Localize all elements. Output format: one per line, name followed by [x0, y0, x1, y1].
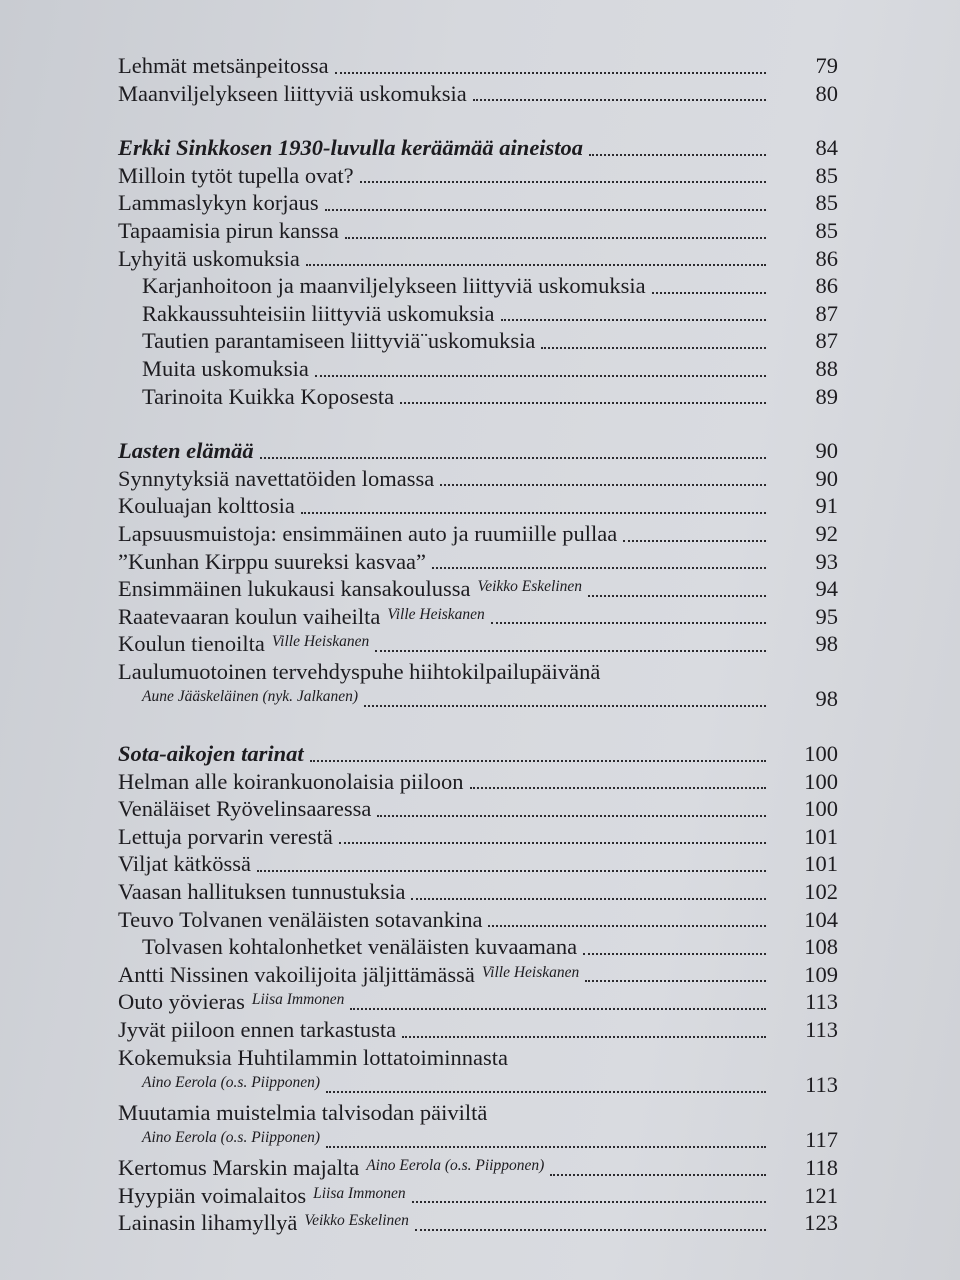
toc-entry-title: Tolvasen kohtalonhetket venäläisten kuvaamana	[142, 934, 578, 960]
toc-page-number: 86	[815, 273, 838, 299]
toc-entry	[118, 961, 838, 989]
toc-section	[118, 437, 838, 713]
toc-entry	[118, 162, 838, 190]
dot-leader	[585, 979, 766, 982]
toc-entry	[118, 383, 838, 411]
toc-section-heading	[118, 437, 838, 465]
toc-entry	[118, 1126, 838, 1154]
dot-leader	[402, 1035, 766, 1038]
toc-entry-author: Veikko Eskelinen	[477, 578, 583, 596]
dot-leader	[315, 374, 766, 377]
toc-entry-title: Muita uskomuksia	[142, 355, 309, 381]
dot-leader	[588, 594, 766, 597]
toc-entry-author: Ville Heiskanen	[271, 633, 370, 651]
toc-entry-title: Viljat kätkössä	[118, 851, 252, 877]
toc-entry	[118, 630, 838, 658]
toc-entry-title: Koulun tienoilta	[118, 631, 265, 657]
dot-leader	[583, 952, 766, 955]
dot-leader	[432, 566, 766, 569]
dot-leader	[310, 759, 766, 762]
toc-page-number: 108	[804, 934, 838, 960]
toc-entry-title: Lapsuusmuistoja: ensimmäinen auto ja ruumiille pullaa	[118, 520, 618, 546]
toc-page-number: 100	[804, 796, 838, 822]
toc-page-number: 98	[815, 686, 838, 712]
toc-page-number: 98	[815, 631, 838, 657]
toc-entry	[118, 1071, 838, 1099]
toc-entry	[118, 878, 838, 906]
toc-entry	[118, 1182, 838, 1210]
toc-page-number: 94	[815, 576, 838, 602]
toc-entry	[118, 1154, 838, 1182]
toc-entry	[118, 548, 838, 576]
toc-page-number: 95	[815, 603, 838, 629]
toc-page-number: 101	[804, 823, 838, 849]
toc-page-number: 100	[804, 768, 838, 794]
dot-leader	[488, 924, 766, 927]
toc-entry-author: Aune Jääskeläinen (nyk. Jalkanen)	[142, 688, 359, 706]
toc-page-number: 86	[815, 245, 838, 271]
toc-entry	[118, 52, 838, 80]
dot-leader	[623, 539, 766, 542]
toc-section	[118, 134, 838, 410]
dot-leader	[345, 236, 766, 239]
toc-entry	[118, 492, 838, 520]
toc-entry	[118, 355, 838, 383]
toc-entry-title: Milloin tytöt tupella ovat?	[118, 162, 354, 188]
toc-page-number: 123	[804, 1210, 838, 1236]
toc-entry	[118, 520, 838, 548]
dot-leader	[377, 814, 766, 817]
toc-entry-author: Liisa Immonen	[251, 991, 345, 1009]
toc-section	[118, 52, 838, 107]
toc-page-number: 87	[815, 328, 838, 354]
section-heading-title: Lasten elämää	[118, 438, 254, 464]
toc-entry-title: Ensimmäinen lukukausi kansakoulussa	[118, 576, 471, 602]
toc-entry-title: Lammaslykyn korjaus	[118, 190, 319, 216]
toc-page-number: 91	[815, 493, 838, 519]
toc-entry-title: Teuvo Tolvanen venäläisten sotavankina	[118, 906, 483, 932]
dot-leader	[412, 1200, 766, 1203]
toc-page-number: 118	[805, 1154, 838, 1180]
toc-entry-title: Tarinoita Kuikka Koposesta	[142, 383, 395, 409]
toc-section	[118, 740, 838, 1237]
toc-page-number: 100	[804, 741, 838, 767]
toc-entry-title: Raatevaaran koulun vaiheilta	[118, 603, 381, 629]
toc-page-number: 84	[815, 135, 838, 161]
toc-entry-title: Jyvät piiloon ennen tarkastusta	[118, 1017, 397, 1042]
toc-entry	[118, 575, 838, 603]
toc-entry-title: Outo yövieras	[118, 989, 245, 1015]
dot-leader	[350, 1007, 766, 1010]
toc-entry	[118, 1016, 838, 1044]
toc-entry-title: ”Kunhan Kirppu suureksi kasvaa”	[118, 548, 427, 574]
toc-page-number: 109	[804, 961, 838, 987]
toc-entry	[118, 245, 838, 273]
dot-leader	[400, 401, 766, 404]
toc-page-number: 85	[815, 162, 838, 188]
toc-entry	[118, 327, 838, 355]
toc-entry	[118, 465, 838, 493]
toc-entry-title: Tautien parantamiseen liittyviä¨uskomuksia	[142, 328, 536, 354]
dot-leader	[470, 786, 766, 789]
section-heading-title: Sota-aikojen tarinat	[118, 741, 304, 767]
toc-page-number: 113	[805, 1072, 838, 1098]
toc-page-number: 101	[804, 851, 838, 877]
toc-entry	[118, 80, 838, 108]
dot-leader	[411, 897, 766, 900]
toc-page-number: 102	[804, 879, 838, 905]
dot-leader	[491, 621, 766, 624]
toc-page-number: 117	[805, 1127, 838, 1153]
toc-entry	[118, 272, 838, 300]
toc-page-number: 90	[815, 465, 838, 491]
toc-entry-author: Ville Heiskanen	[481, 963, 580, 981]
toc-entry-title: Helman alle koirankuonolaisia piiloon	[118, 768, 464, 794]
toc-section-heading	[118, 134, 838, 162]
table-of-contents	[118, 52, 838, 1264]
toc-entry-title: Laulumuotoinen tervehdyspuhe hiihtokilpailupäivänä	[118, 658, 601, 684]
dot-leader	[550, 1173, 766, 1176]
toc-entry	[118, 217, 838, 245]
toc-entry-title: Kertomus Marskin majalta	[118, 1154, 360, 1180]
dot-leader	[364, 704, 766, 707]
dot-leader	[326, 1090, 766, 1093]
dot-leader	[375, 649, 766, 652]
toc-page-number: 90	[815, 438, 838, 464]
toc-entry-author: Aino Eerola (o.s. Piipponen)	[142, 1074, 321, 1092]
toc-entry	[118, 988, 838, 1016]
toc-entry	[118, 795, 838, 823]
toc-entry-title: Maanviljelykseen liittyviä uskomuksia	[118, 80, 467, 106]
dot-leader	[440, 483, 766, 486]
toc-page-number: 79	[815, 53, 838, 78]
toc-page-number: 113	[805, 1017, 838, 1042]
toc-entry-title: Antti Nissinen vakoilijoita jäljittämässä	[118, 961, 475, 987]
dot-leader	[325, 208, 766, 211]
toc-entry-title: Lyhyitä uskomuksia	[118, 245, 300, 271]
toc-entry-title: Muutamia muistelmia talvisodan päiviltä	[118, 1099, 488, 1125]
toc-page-number: 85	[815, 217, 838, 243]
toc-page-number: 88	[815, 355, 838, 381]
toc-entry-title: Lehmät metsänpeitossa	[118, 53, 329, 78]
dot-leader	[541, 346, 766, 349]
toc-entry	[118, 1209, 838, 1237]
toc-entry-title: Lainasin lihamyllyä	[118, 1210, 298, 1236]
dot-leader	[306, 263, 766, 266]
toc-page-number: 92	[815, 520, 838, 546]
dot-leader	[335, 71, 766, 74]
toc-page-number: 121	[804, 1182, 838, 1208]
toc-entry	[118, 300, 838, 328]
toc-entry	[118, 768, 838, 796]
toc-page-number: 87	[815, 300, 838, 326]
toc-entry-title: Synnytyksiä navettatöiden lomassa	[118, 465, 435, 491]
toc-page-number: 89	[815, 383, 838, 409]
toc-page-number: 104	[804, 906, 838, 932]
dot-leader	[652, 291, 766, 294]
toc-entry-title: Venäläiset Ryövelinsaaressa	[118, 796, 372, 822]
toc-entry-title: Vaasan hallituksen tunnustuksia	[118, 879, 406, 905]
toc-entry-author: Veikko Eskelinen	[304, 1212, 409, 1230]
toc-page-number: 80	[815, 80, 838, 106]
toc-entry	[118, 189, 838, 217]
toc-entry-author: Aino Eerola (o.s. Piipponen)	[142, 1129, 321, 1147]
toc-entry-author: Aino Eerola (o.s. Piipponen)	[366, 1156, 545, 1174]
toc-entry-title: Rakkaussuhteisiin liittyviä uskomuksia	[142, 300, 495, 326]
toc-entry	[118, 603, 838, 631]
dot-leader	[326, 1145, 766, 1148]
toc-page-number: 93	[815, 548, 838, 574]
toc-entry-title: Karjanhoitoon ja maanviljelykseen liittyviä uskomuksia	[142, 273, 646, 299]
dot-leader	[301, 511, 766, 514]
toc-entry-author: Liisa Immonen	[313, 1184, 406, 1202]
toc-entry	[118, 823, 838, 851]
dot-leader	[260, 456, 766, 459]
toc-entry	[118, 850, 838, 878]
toc-entry	[118, 933, 838, 961]
dot-leader	[589, 153, 766, 156]
dot-leader	[257, 869, 766, 872]
toc-entry	[118, 685, 838, 713]
toc-entry-title: Lettuja porvarin verestä	[118, 823, 333, 849]
toc-page-number: 113	[805, 989, 838, 1015]
dot-leader	[415, 1228, 766, 1231]
section-heading-title: Erkki Sinkkosen 1930-luvulla keräämää aineistoa	[118, 135, 584, 161]
dot-leader	[339, 841, 766, 844]
dot-leader	[501, 318, 767, 321]
toc-entry-title: Tapaamisia pirun kanssa	[118, 217, 339, 243]
toc-entry	[118, 906, 838, 934]
toc-entry-title: Kouluajan kolttosia	[118, 493, 295, 519]
toc-page-number: 85	[815, 190, 838, 216]
dot-leader	[360, 180, 766, 183]
toc-entry-title: Kokemuksia Huhtilammin lottatoiminnasta	[118, 1044, 508, 1070]
toc-section-heading	[118, 740, 838, 768]
dot-leader	[473, 98, 766, 101]
toc-entry-author: Ville Heiskanen	[387, 605, 485, 623]
toc-entry-title: Hyypiän voimalaitos	[118, 1182, 307, 1208]
